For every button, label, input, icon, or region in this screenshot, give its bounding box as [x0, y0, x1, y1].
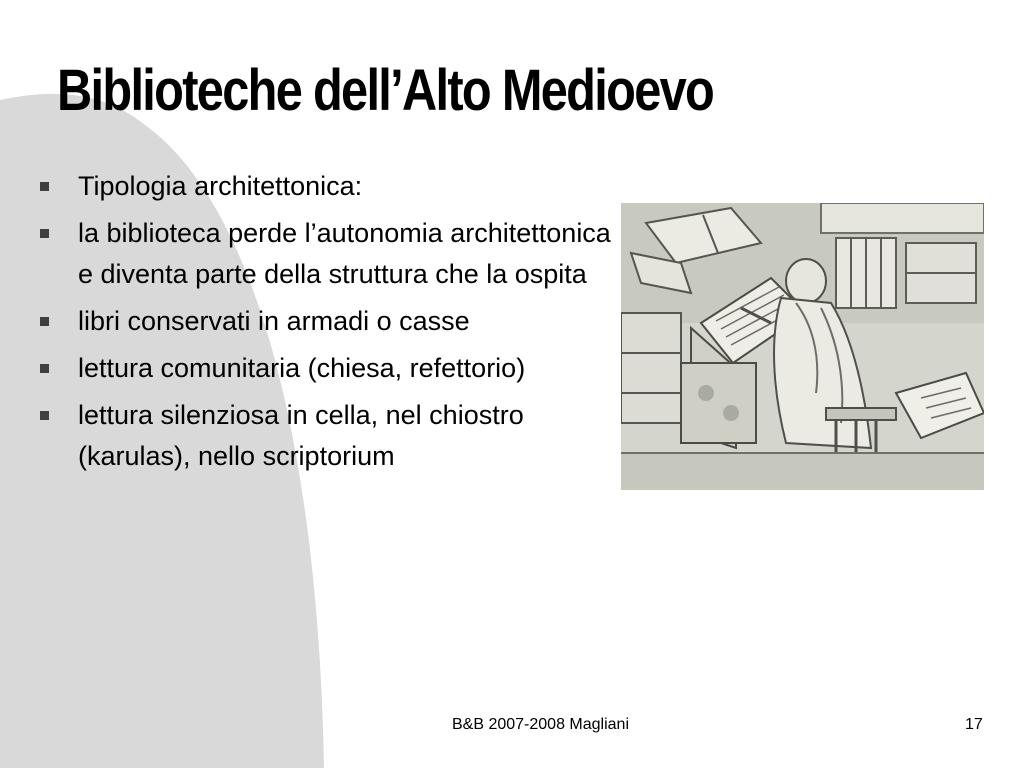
square-bullet-icon	[40, 364, 49, 373]
bullet-text: lettura comunitaria (chiesa, refettorio)	[78, 353, 526, 383]
bullet-text: libri conservati in armadi o casse	[78, 306, 470, 336]
square-bullet-icon	[40, 182, 49, 191]
bullet-text: la biblioteca perde l’autonomia architettonica e diventa parte della struttura che la ospita	[78, 218, 611, 289]
bullet-item	[40, 301, 630, 342]
bullet-item	[40, 348, 630, 389]
bullet-item	[40, 213, 630, 295]
page-number: 17	[965, 716, 983, 733]
scribe-at-desk-icon	[621, 203, 984, 490]
scribe-illustration	[621, 203, 984, 490]
bullet-text: lettura silenziosa in cella, nel chiostro (karulas), nello scriptorium	[78, 400, 524, 471]
slide-title: Biblioteche dell’Alto Medioevo	[57, 58, 714, 123]
square-bullet-icon	[40, 411, 49, 420]
square-bullet-icon	[40, 229, 49, 238]
square-bullet-icon	[40, 317, 49, 326]
bullet-text: Tipologia architettonica:	[78, 171, 363, 201]
bullet-item	[40, 395, 630, 477]
bullet-list	[40, 166, 630, 483]
footer-text: B&B 2007-2008 Magliani	[452, 716, 630, 733]
bullet-item	[40, 166, 630, 207]
